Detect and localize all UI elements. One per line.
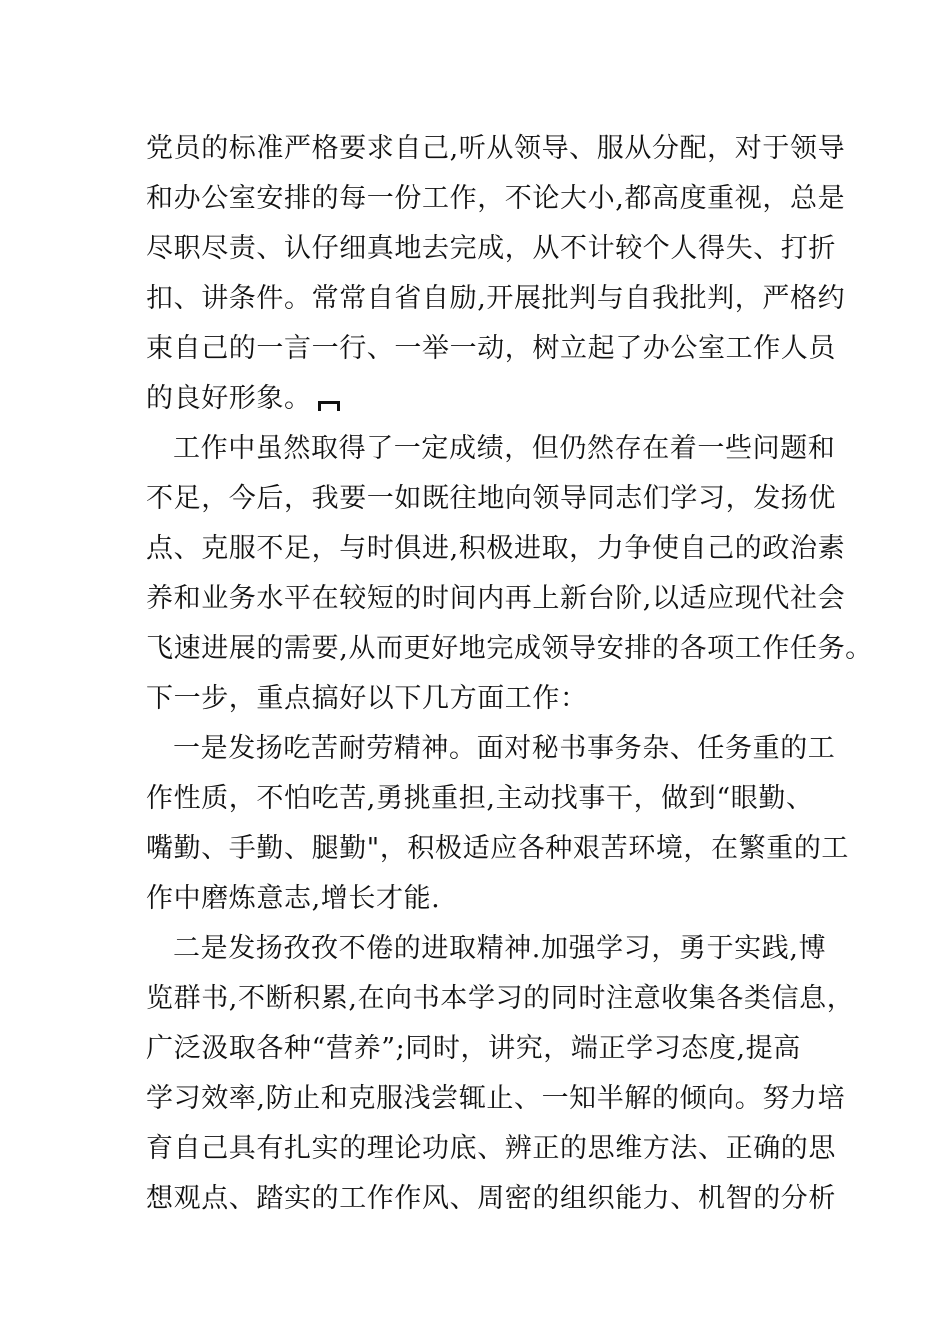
- text-line-with-mark: [146, 374, 826, 424]
- text-line: 作中磨炼意志,增长才能.: [146, 883, 441, 914]
- text-line: 尽职尽责、认仔细真地去完成，从不计较个人得失、打折: [146, 233, 836, 264]
- text-line: 嘴勤、手勤、腿勤"，积极适应各种艰苦环境，在繁重的工: [146, 833, 850, 864]
- paragraph-start: 二是发扬孜孜不倦的进取精神.加强学习，勇于实践,博: [173, 933, 827, 964]
- text-line: 的良好形象。: [146, 383, 312, 414]
- text-line: 和办公室安排的每一份工作，不论大小,都高度重视，总是: [146, 183, 846, 214]
- paragraph-start: 工作中虽然取得了一定成绩，但仍然存在着一些问题和: [173, 433, 836, 464]
- text-line: 飞速进展的需要,从而更好地完成领导安排的各项工作任务。: [146, 633, 873, 664]
- text-line: 党员的标准严格要求自己,听从领导、服从分配，对于领导: [146, 133, 846, 164]
- text-line: 育自己具有扎实的理论功底、辨正的思维方法、正确的思: [146, 1133, 836, 1164]
- paragraph-start: 一是发扬吃苦耐劳精神。面对秘书事务杂、任务重的工: [173, 733, 836, 764]
- text-line: 下一步，重点搞好以下几方面工作：: [146, 683, 588, 714]
- text-line: 广泛汲取各种“营养”;同时，讲究，端正学习态度,提高: [146, 1033, 801, 1064]
- text-line: 扣、讲条件。常常自省自励,开展批判与自我批判，严格约: [146, 283, 846, 314]
- bracket-mark-icon: [318, 401, 340, 411]
- text-line: 不足，今后，我要一如既往地向领导同志们学习，发扬优: [146, 483, 836, 514]
- text-line: 想观点、踏实的工作作风、周密的组织能力、机智的分析: [146, 1183, 836, 1214]
- text-line: 养和业务水平在较短的时间内再上新台阶,以适应现代社会: [146, 583, 846, 614]
- document-body: [146, 124, 873, 1224]
- text-line: 作性质，不怕吃苦,勇挑重担,主动找事干，做到“眼勤、: [146, 783, 814, 814]
- text-line: 点、克服不足，与时俱进,积极进取，力争使自己的政治素: [146, 533, 846, 564]
- text-line: 学习效率,防止和克服浅尝辄止、一知半解的倾向。努力培: [146, 1083, 846, 1114]
- text-line: 束自己的一言一行、一举一动，树立起了办公室工作人员: [146, 333, 836, 364]
- text-line: 览群书,不断积累,在向书本学习的同时注意收集各类信息，: [146, 983, 855, 1014]
